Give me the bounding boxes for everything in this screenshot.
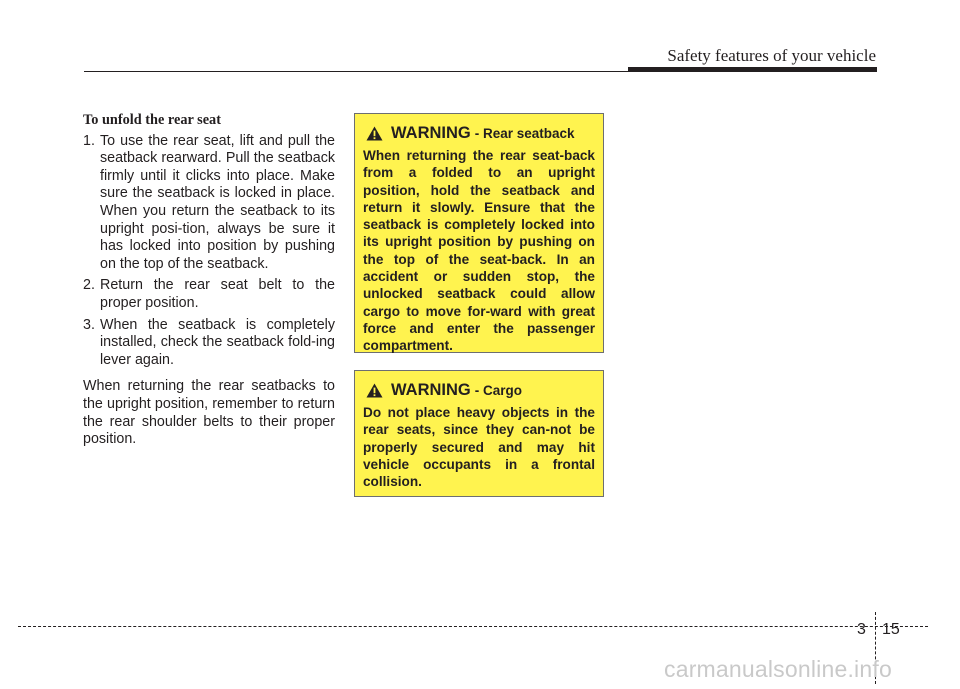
footer-rule: [18, 626, 928, 627]
step-number: 2.: [83, 277, 95, 294]
warning-box-rear-seatback: [354, 113, 604, 353]
warning-label: WARNING: [391, 380, 471, 399]
header-rule-bar: [628, 67, 877, 72]
instructions-column: [83, 112, 335, 449]
step-text: To use the rear seat, lift and pull the seatback rearward. Pull the seatback firmly until it clicks into place. Make sure the seatback is locked in place. When you return the seatback to its upright posi-tion, always be sure it has locked into position by pushing on the top of the seatback.: [100, 132, 335, 272]
closing-paragraph: When returning the rear seatbacks to the upright position, remember to return the rear shoulder belts to their proper position.: [83, 378, 335, 448]
warning-label: WARNING: [391, 123, 471, 142]
page-number: 15: [882, 621, 900, 638]
header-rule: [84, 71, 629, 72]
step-number: 3.: [83, 316, 95, 333]
step-text: Return the rear seat belt to the proper position.: [100, 277, 335, 311]
warning-subtitle: - Cargo: [474, 382, 522, 398]
watermark: carmanualsonline.info: [664, 656, 892, 682]
warning-header: [363, 122, 595, 144]
step-item: [83, 277, 335, 312]
step-item: [83, 133, 335, 274]
step-text: When the seatback is completely installed, check the seatback fold-ing lever again.: [100, 316, 335, 368]
warning-box-cargo: [354, 370, 604, 497]
steps-list: [83, 133, 335, 370]
warning-triangle-icon: [366, 126, 383, 141]
warning-triangle-icon: [366, 383, 383, 398]
warning-header: [363, 379, 595, 401]
section-heading: To unfold the rear seat: [83, 112, 221, 128]
step-item: [83, 317, 335, 370]
chapter-number: 3: [857, 621, 866, 638]
warning-text: Do not place heavy objects in the rear seats, since they can-not be properly secured and may hit vehicle occupants in a frontal collision.: [363, 405, 595, 490]
warning-text: When returning the rear seat-back from a folded to an upright position, hold the seatback and return it slowly. Ensure that the seatback is completely locked into its upright position by pushing on the top of the seat-back. In an accident or sudden stop, the unlocked seatback could allow cargo to move for-ward with great force and enter the passenger compartment.: [363, 148, 595, 354]
page-header-title: Safety features of your vehicle: [667, 46, 876, 65]
step-number: 1.: [83, 132, 95, 149]
warning-subtitle: - Rear seatback: [474, 125, 575, 141]
